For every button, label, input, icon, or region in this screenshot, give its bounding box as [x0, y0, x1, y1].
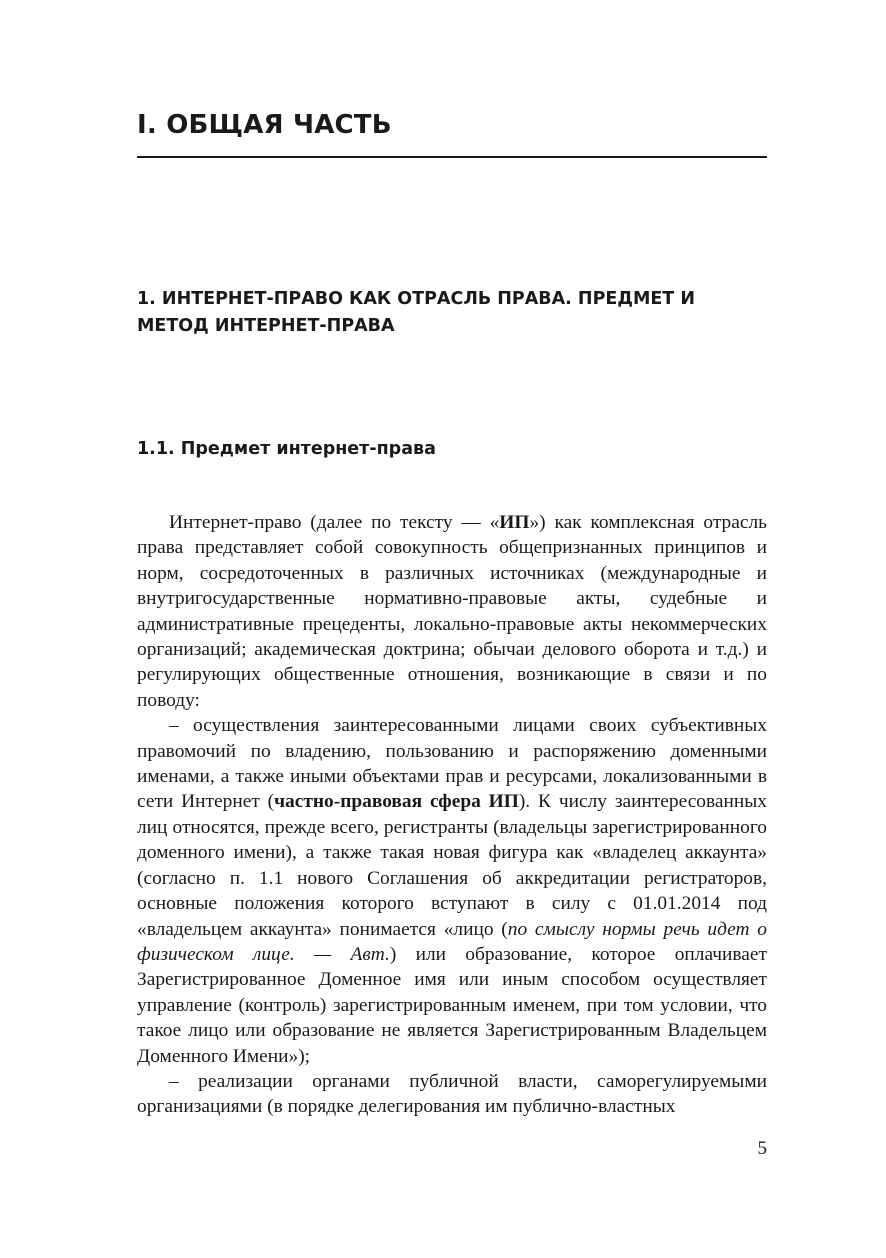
paragraph-intro	[137, 510, 767, 713]
part-title-rule	[137, 156, 767, 158]
bold-term-ip: ИП	[499, 512, 530, 533]
text-run: Интернет-право (далее по тексту — «	[169, 512, 500, 533]
italic-author-note: по смыслу нормы речь идет о физическом лице. — Авт.	[137, 918, 767, 965]
bold-term-private-sphere: частно-правовая сфера ИП	[274, 791, 519, 813]
book-page	[137, 0, 767, 1258]
body-text	[137, 510, 767, 1120]
text-run: – реализации органами публичной власти, саморегулируемыми организациями (в порядке делегирования им публично-властных	[137, 1070, 767, 1118]
page-number: 5	[757, 1138, 767, 1159]
text-run: ) или образование, которое оплачивает Зарегистрированное Доменное имя или иным способом осуществляет управление (контроль) зарегистрированным именем, при том условии, что такое лицо или образование не является Зарегистрированным Владельцем Доменного Имени»);	[137, 943, 767, 1067]
text-run: – осуществления заинтересованными лицами своих субъективных правомочий по владению, пользованию и распоряжению доменными именами, а также иными объектами прав и ресурсами, локализованными в сети Интернет (	[137, 715, 767, 813]
text-run: ») как комплексная отрасль права представляет собой совокупность общепризнанных принципов и норм, сосредоточенных в различных источниках (международные и внутригосударственные нормативно-правовые акты, судебные и административные прецеденты, локально-правовые акты некоммерческих организаций; академическая доктрина; обычаи делового оборота и т.д.) и регулирующих общественные отношения, возникающие в связи и по поводу:	[137, 512, 767, 711]
paragraph-private-law	[137, 713, 767, 1069]
part-title: I. ОБЩАЯ ЧАСТЬ	[137, 110, 392, 140]
chapter-title: 1. ИНТЕРНЕТ-ПРАВО КАК ОТРАСЛЬ ПРАВА. ПРЕДМЕТ И МЕТОД ИНТЕРНЕТ-ПРАВА	[137, 289, 695, 336]
section-title: 1.1. Предмет интернет-права	[137, 439, 436, 459]
paragraph-public-law	[137, 1069, 767, 1120]
text-run: ). К числу заинтересованных лиц относятся, прежде всего, регистранты (владельцы зарегистрированного доменного имени), а также такая новая фигура как «владелец аккаунта» (согласно п. 1.1 нового Соглашения об аккредитации регистраторов, основные положения которого вступают в силу с 01.01.2014 под «владельцем аккаунта» понимается «лицо (	[137, 791, 767, 940]
